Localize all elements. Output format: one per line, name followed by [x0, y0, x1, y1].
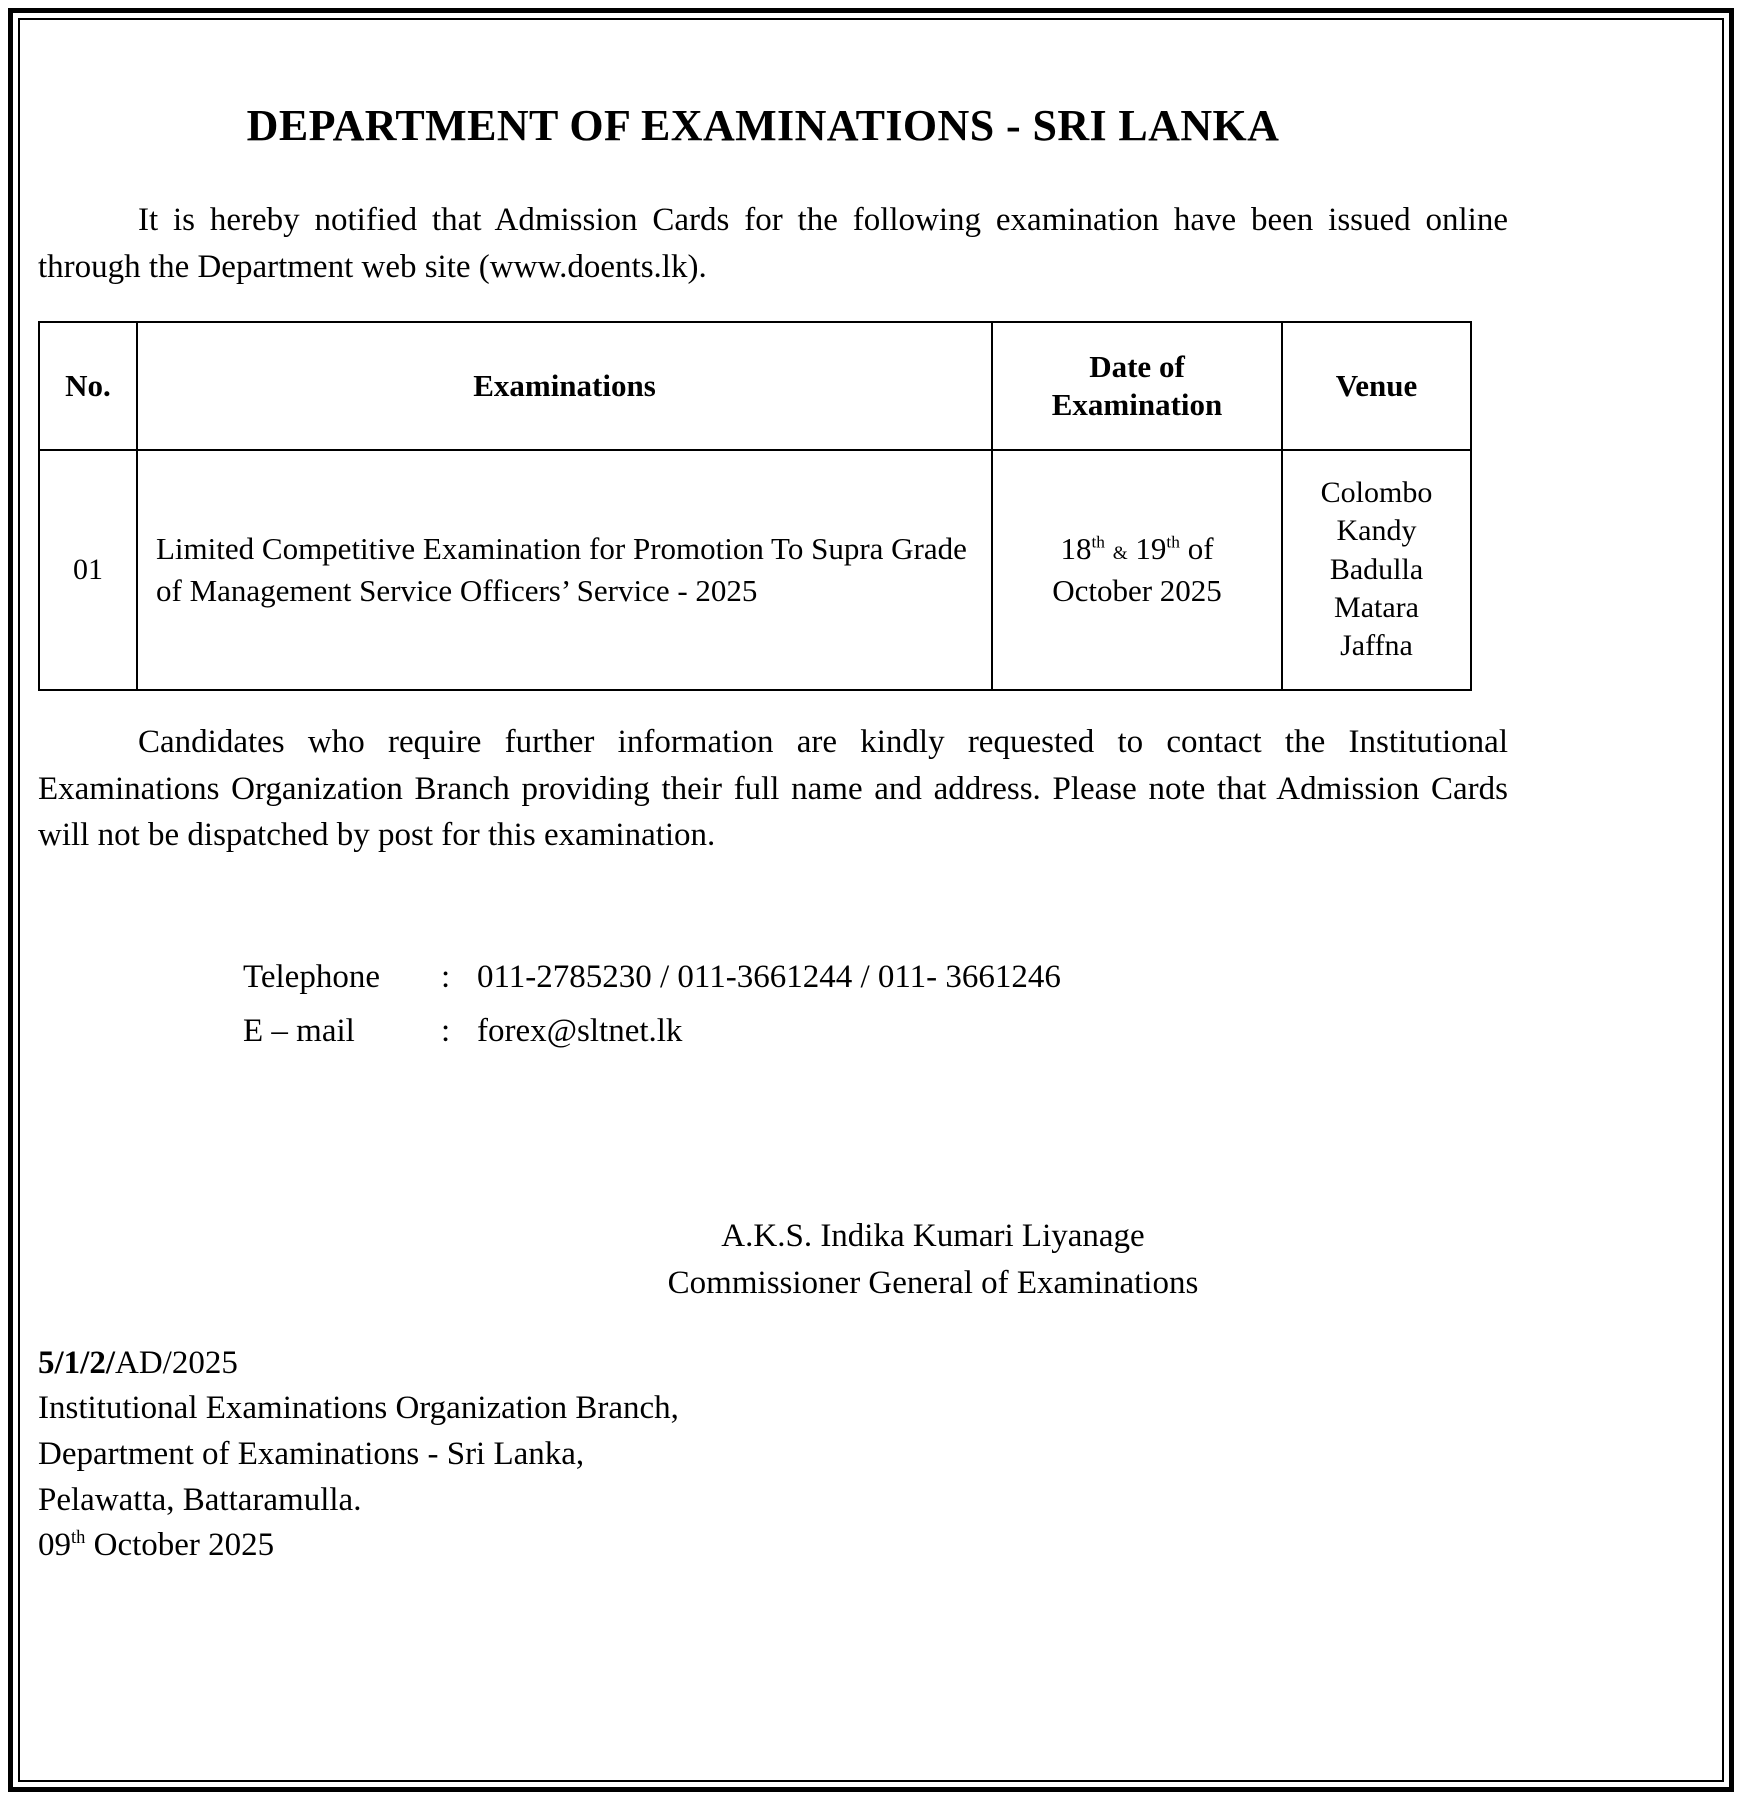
- venue-item: Colombo: [1320, 475, 1433, 509]
- cell-examination-name: Limited Competitive Examination for Promotion To Supra Grade of Management Service Officers’ Service - 2025: [137, 450, 992, 690]
- footer-date-day-suffix: th: [71, 1527, 86, 1548]
- column-header-date-line1: Date of: [1089, 348, 1185, 384]
- reference-number-prefix: 5/1/2/: [38, 1344, 116, 1381]
- notice-paragraph: Candidates who require further information are kindly requested to contact the Institutional Examinations Organization Branch providing their full name and address. Please note that Admission Cards will not be dispatched by post for this examination.: [38, 723, 1508, 854]
- table-row: [39, 450, 1471, 690]
- table-header-row: [39, 322, 1471, 450]
- date-day2-suffix: th: [1166, 532, 1180, 552]
- date-of-word: of: [1187, 531, 1214, 567]
- venue-item: Jaffna: [1340, 629, 1413, 663]
- document-content: [38, 30, 1508, 1569]
- signatory-designation: Commissioner General of Examinations: [667, 1265, 1199, 1302]
- reference-number: [38, 1341, 1508, 1387]
- address-line-3: Pelawatta, Battaramulla.: [38, 1481, 362, 1518]
- column-header-date: [992, 322, 1282, 450]
- signature-block: [38, 1213, 1508, 1307]
- footer-date: [38, 1523, 1508, 1569]
- column-header-examinations: Examinations: [137, 322, 992, 450]
- signatory-name: A.K.S. Indika Kumari Liyanage: [721, 1218, 1145, 1255]
- column-header-venue: Venue: [1282, 322, 1471, 450]
- cell-row-number: 01: [39, 450, 137, 690]
- column-header-no: No.: [39, 322, 137, 450]
- cell-examination-date: [992, 450, 1282, 690]
- email-row: [243, 1005, 1508, 1058]
- date-month-year: October 2025: [1052, 572, 1222, 608]
- address-line-2: Department of Examinations - Sri Lanka,: [38, 1435, 585, 1472]
- cell-venues: [1282, 450, 1471, 690]
- examinations-table: [38, 321, 1472, 691]
- contact-details: [243, 951, 1508, 1058]
- page-title: DEPARTMENT OF EXAMINATIONS - SRI LANKA: [246, 101, 1280, 150]
- date-conjunction: &: [1112, 543, 1128, 565]
- telephone-row: [243, 951, 1508, 1004]
- email-colon: :: [441, 1012, 451, 1049]
- footer-date-day: 09: [38, 1527, 71, 1564]
- telephone-label: Telephone: [243, 959, 380, 996]
- email-value: forex@sltnet.lk: [477, 1012, 683, 1049]
- footer-date-month-year: October 2025: [93, 1527, 275, 1564]
- footer-address-block: [38, 1341, 1508, 1569]
- date-day1-suffix: th: [1091, 532, 1105, 552]
- reference-number-suffix: AD/2025: [115, 1344, 238, 1381]
- intro-paragraph: It is hereby notified that Admission Cards for the following examination have been issued online through the Department web site (www.doents.lk).: [38, 202, 1508, 285]
- date-day1: 18: [1060, 531, 1092, 567]
- address-line-1: Institutional Examinations Organization Branch,: [38, 1390, 679, 1427]
- venue-item: Kandy: [1336, 514, 1417, 548]
- email-label: E – mail: [243, 1012, 355, 1049]
- date-day2: 19: [1135, 531, 1167, 567]
- telephone-value: 011-2785230 / 011-3661244 / 011- 3661246: [477, 959, 1061, 996]
- column-header-date-line2: Examination: [1051, 386, 1223, 422]
- venue-item: Matara: [1334, 590, 1419, 624]
- telephone-colon: :: [441, 959, 451, 996]
- venue-item: Badulla: [1329, 552, 1424, 586]
